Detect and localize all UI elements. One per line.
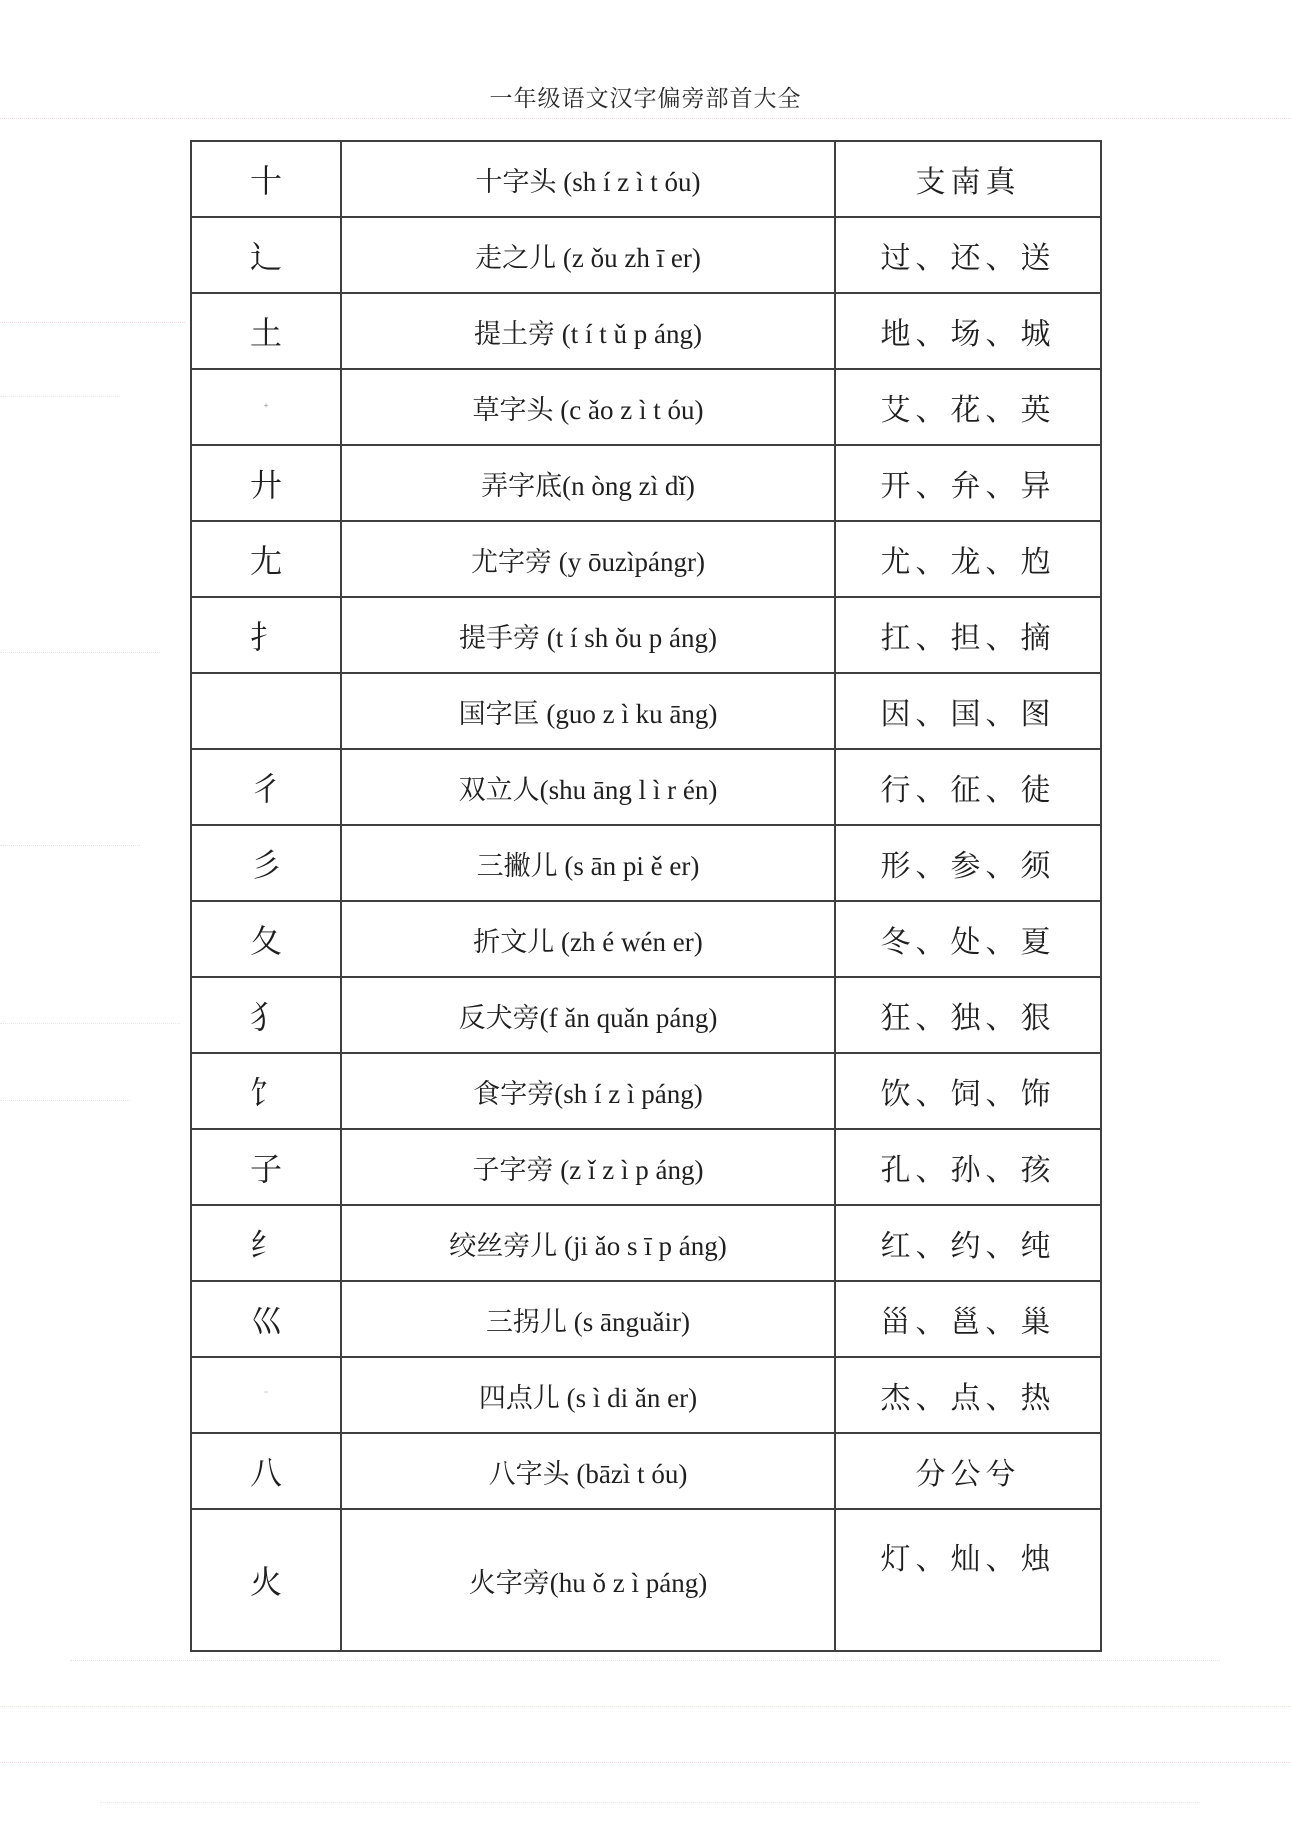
radical-name-cell: 走之儿 (z ǒu zh ī er) [342,218,836,294]
radical-name-cell: 十字头 (sh í z ì t óu) [342,142,836,218]
radical-cell: 子 [192,1130,342,1206]
radical-name-cell: 火字旁(hu ǒ z ì páng) [342,1510,836,1650]
examples-cell: 扛、担、摘 [836,598,1100,674]
radical-name-cell: 四点儿 (s ì di ǎn er) [342,1358,836,1434]
radical-cell: ¨ [192,1358,342,1434]
examples-cell: 开、弁、异 [836,446,1100,522]
radical-cell: 十 [192,142,342,218]
radical-cell: 辶 [192,218,342,294]
radical-name-cell: 尤字旁 (y ōuzìpángr) [342,522,836,598]
radical-name-cell: 子字旁 (z ǐ z ì p áng) [342,1130,836,1206]
examples-cell: 尤、龙、尥 [836,522,1100,598]
radical-cell: 土 [192,294,342,370]
scan-artifact-line [0,845,140,846]
scan-artifact-line [0,396,120,397]
radical-cell: ⁺ [192,370,342,446]
radical-name-cell: 草字头 (c ǎo z ì t óu) [342,370,836,446]
radical-name-cell: 三撇儿 (s ān pi ě er) [342,826,836,902]
examples-cell: 艾、花、英 [836,370,1100,446]
page-title: 一年级语文汉字偏旁部首大全 [489,86,802,111]
radical-name-cell: 国字匡 (guo z ì ku āng) [342,674,836,750]
radical-cell: 巛 [192,1282,342,1358]
radical-name-cell: 反犬旁(f ǎn quǎn páng) [342,978,836,1054]
scan-artifact-line [0,1762,1291,1763]
radicals-table [190,140,1102,1652]
radical-cell: 彡 [192,826,342,902]
examples-cell: 狂、独、狠 [836,978,1100,1054]
examples-cell: 支南真 [836,142,1100,218]
examples-cell: 红、约、纯 [836,1206,1100,1282]
scan-artifact-line [100,1802,1200,1803]
scan-artifact-line [0,1023,180,1024]
examples-cell: 孔、孙、孩 [836,1130,1100,1206]
radical-name-cell: 八字头 (bāzì t óu) [342,1434,836,1510]
radical-name-cell: 绞丝旁儿 (ji ǎo s ī p áng) [342,1206,836,1282]
examples-cell: 地、场、城 [836,294,1100,370]
radical-cell: 纟 [192,1206,342,1282]
radical-cell: 夂 [192,902,342,978]
radical-cell: 八 [192,1434,342,1510]
radical-cell: 饣 [192,1054,342,1130]
scan-artifact-line [0,652,160,653]
radical-cell: 扌 [192,598,342,674]
radical-cell: 彳 [192,750,342,826]
radical-cell: 火 [192,1510,342,1650]
radical-name-cell: 双立人(shu āng l ì r én) [342,750,836,826]
radical-cell: 廾 [192,446,342,522]
radical-name-cell: 折文儿 (zh é wén er) [342,902,836,978]
examples-cell: 分公兮 [836,1434,1100,1510]
examples-cell: 行、征、徒 [836,750,1100,826]
examples-cell: 因、国、图 [836,674,1100,750]
examples-cell: 冬、处、夏 [836,902,1100,978]
radical-name-cell: 提土旁 (t í t ǔ p áng) [342,294,836,370]
examples-cell: 杰、点、热 [836,1358,1100,1434]
radical-cell: 尢 [192,522,342,598]
examples-cell: 过、还、送 [836,218,1100,294]
radical-cell: 犭 [192,978,342,1054]
scan-artifact-line [0,322,185,323]
radical-cell [192,674,342,750]
scan-artifact-line [0,118,1291,119]
examples-cell: 灯、灿、烛 [880,1543,1056,1576]
radical-name-cell: 三拐儿 (s ānguǎir) [342,1282,836,1358]
radical-name-cell: 提手旁 (t í sh ǒu p áng) [342,598,836,674]
scan-artifact-line [0,1706,1291,1707]
scan-artifact-line [70,1660,1220,1661]
examples-cell: 饮、饲、饰 [836,1054,1100,1130]
scan-artifact-line [0,1100,130,1101]
radical-name-cell: 弄字底(n òng zì dǐ) [342,446,836,522]
examples-cell: 形、参、须 [836,826,1100,902]
radical-name-cell: 食字旁(sh í z ì páng) [342,1054,836,1130]
examples-cell: 甾、邕、巢 [836,1282,1100,1358]
